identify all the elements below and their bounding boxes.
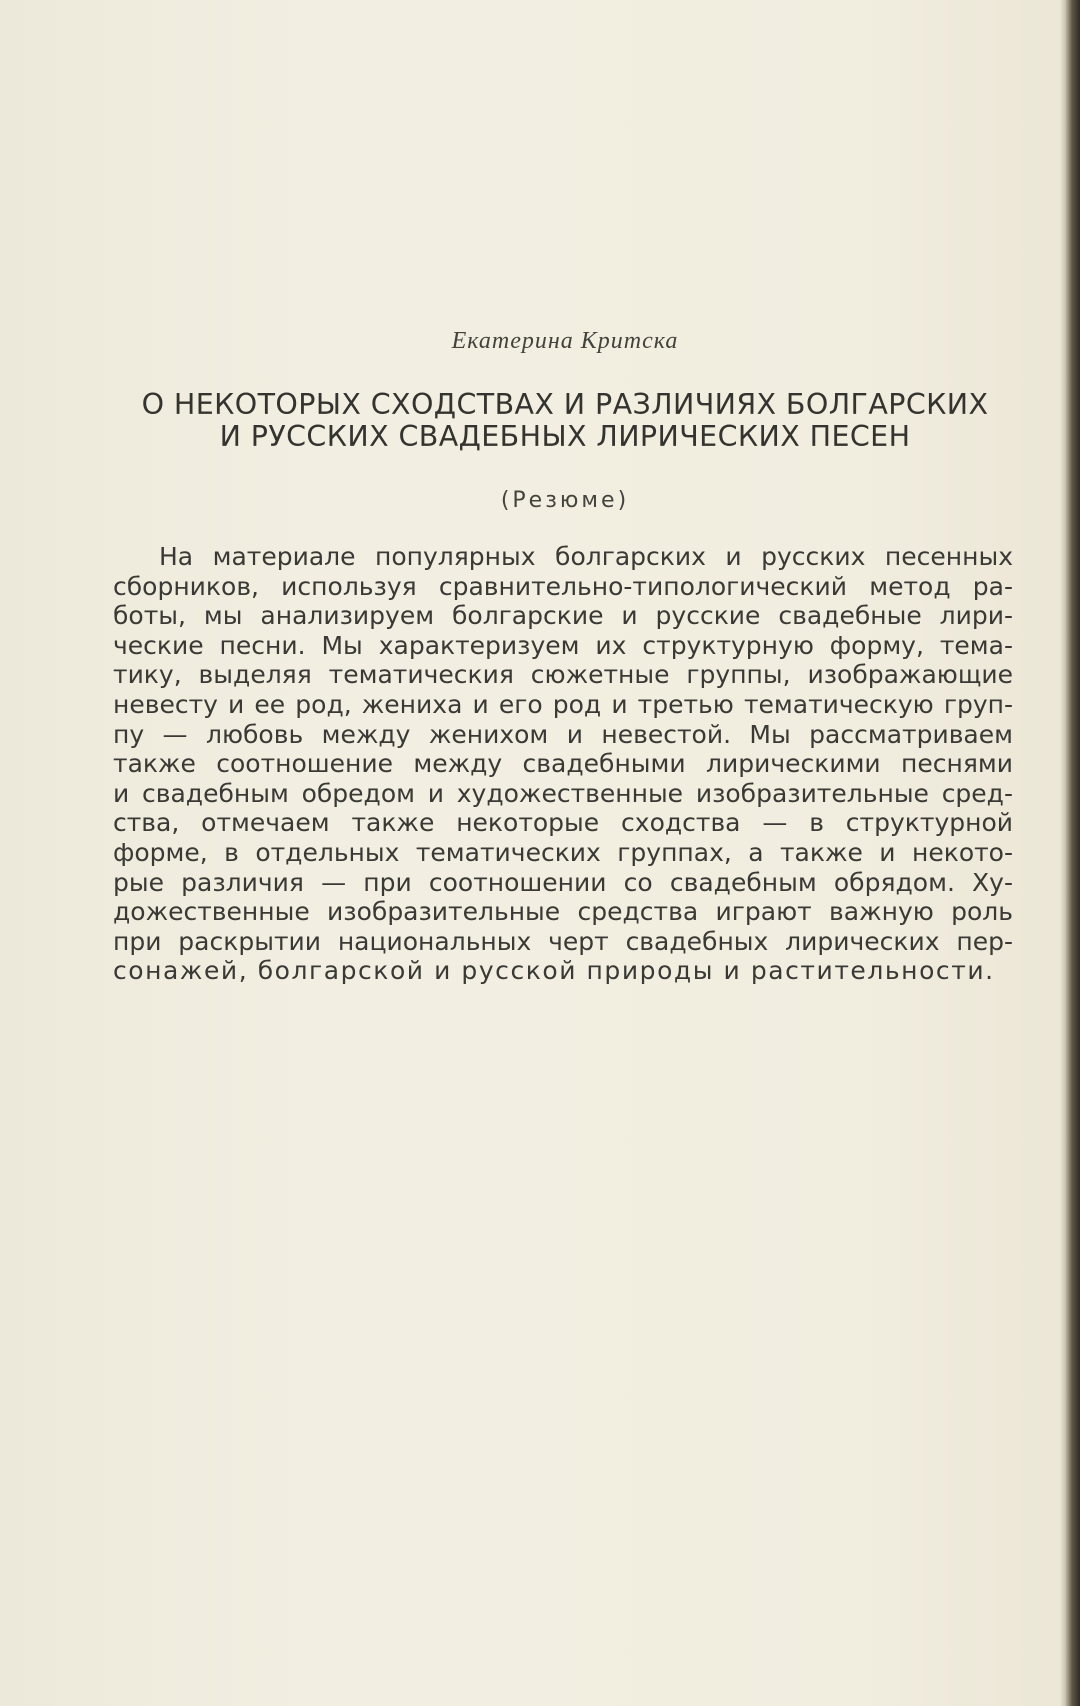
- paragraph-line: сонажей, болгарской и русской природы и растительности.: [113, 956, 995, 986]
- page-edge: [1066, 0, 1080, 1706]
- paragraph-line: форме, в отдельных тематических группах, а также и некото-: [113, 837, 1013, 867]
- paragraph-line: ства, отмечаем также некоторые сходства — в структурной: [113, 808, 1013, 838]
- paragraph-line: дожественные изобразительные средства играют важную роль: [113, 897, 1013, 927]
- summary-paragraph: [113, 542, 1013, 986]
- paragraph-line: при раскрытии национальных черт свадебных лирических пер-: [113, 926, 1013, 956]
- paragraph-line: На материале популярных болгарских и русских песенных: [159, 542, 1013, 571]
- title-line-1: О НЕКОТОРЫХ СХОДСТВАХ И РАЗЛИЧИЯХ БОЛГАРСКИХ: [141, 388, 989, 421]
- author-name: Екатерина Критска: [451, 328, 679, 354]
- article-title: [100, 389, 1030, 453]
- paragraph-line: пу — любовь между женихом и невестой. Мы рассматриваем: [113, 719, 1013, 749]
- paragraph-line: сборников, используя сравнительно-типологический метод ра-: [113, 571, 1013, 601]
- paragraph-line: рые различия — при соотношении со свадебным обрядом. Ху-: [113, 867, 1013, 897]
- paragraph-line: тику, выделяя тематическия сюжетные группы, изображающие: [113, 660, 1013, 690]
- paragraph-line: боты, мы анализируем болгарские и русские свадебные лири-: [113, 601, 1013, 631]
- paragraph-line: также соотношение между свадебными лирическими песнями: [113, 749, 1013, 779]
- paragraph-line: и свадебным обредом и художественные изобразительные сред-: [113, 778, 1013, 808]
- title-line-2: И РУССКИХ СВАДЕБНЫХ ЛИРИЧЕСКИХ ПЕСЕН: [219, 420, 911, 453]
- summary-label: (Резюме): [500, 488, 630, 513]
- paragraph-line: ческие песни. Мы характеризуем их структурную форму, тема-: [113, 630, 1013, 660]
- paragraph-line: невесту и ее род, жениха и его род и третью тематическую груп-: [113, 689, 1013, 719]
